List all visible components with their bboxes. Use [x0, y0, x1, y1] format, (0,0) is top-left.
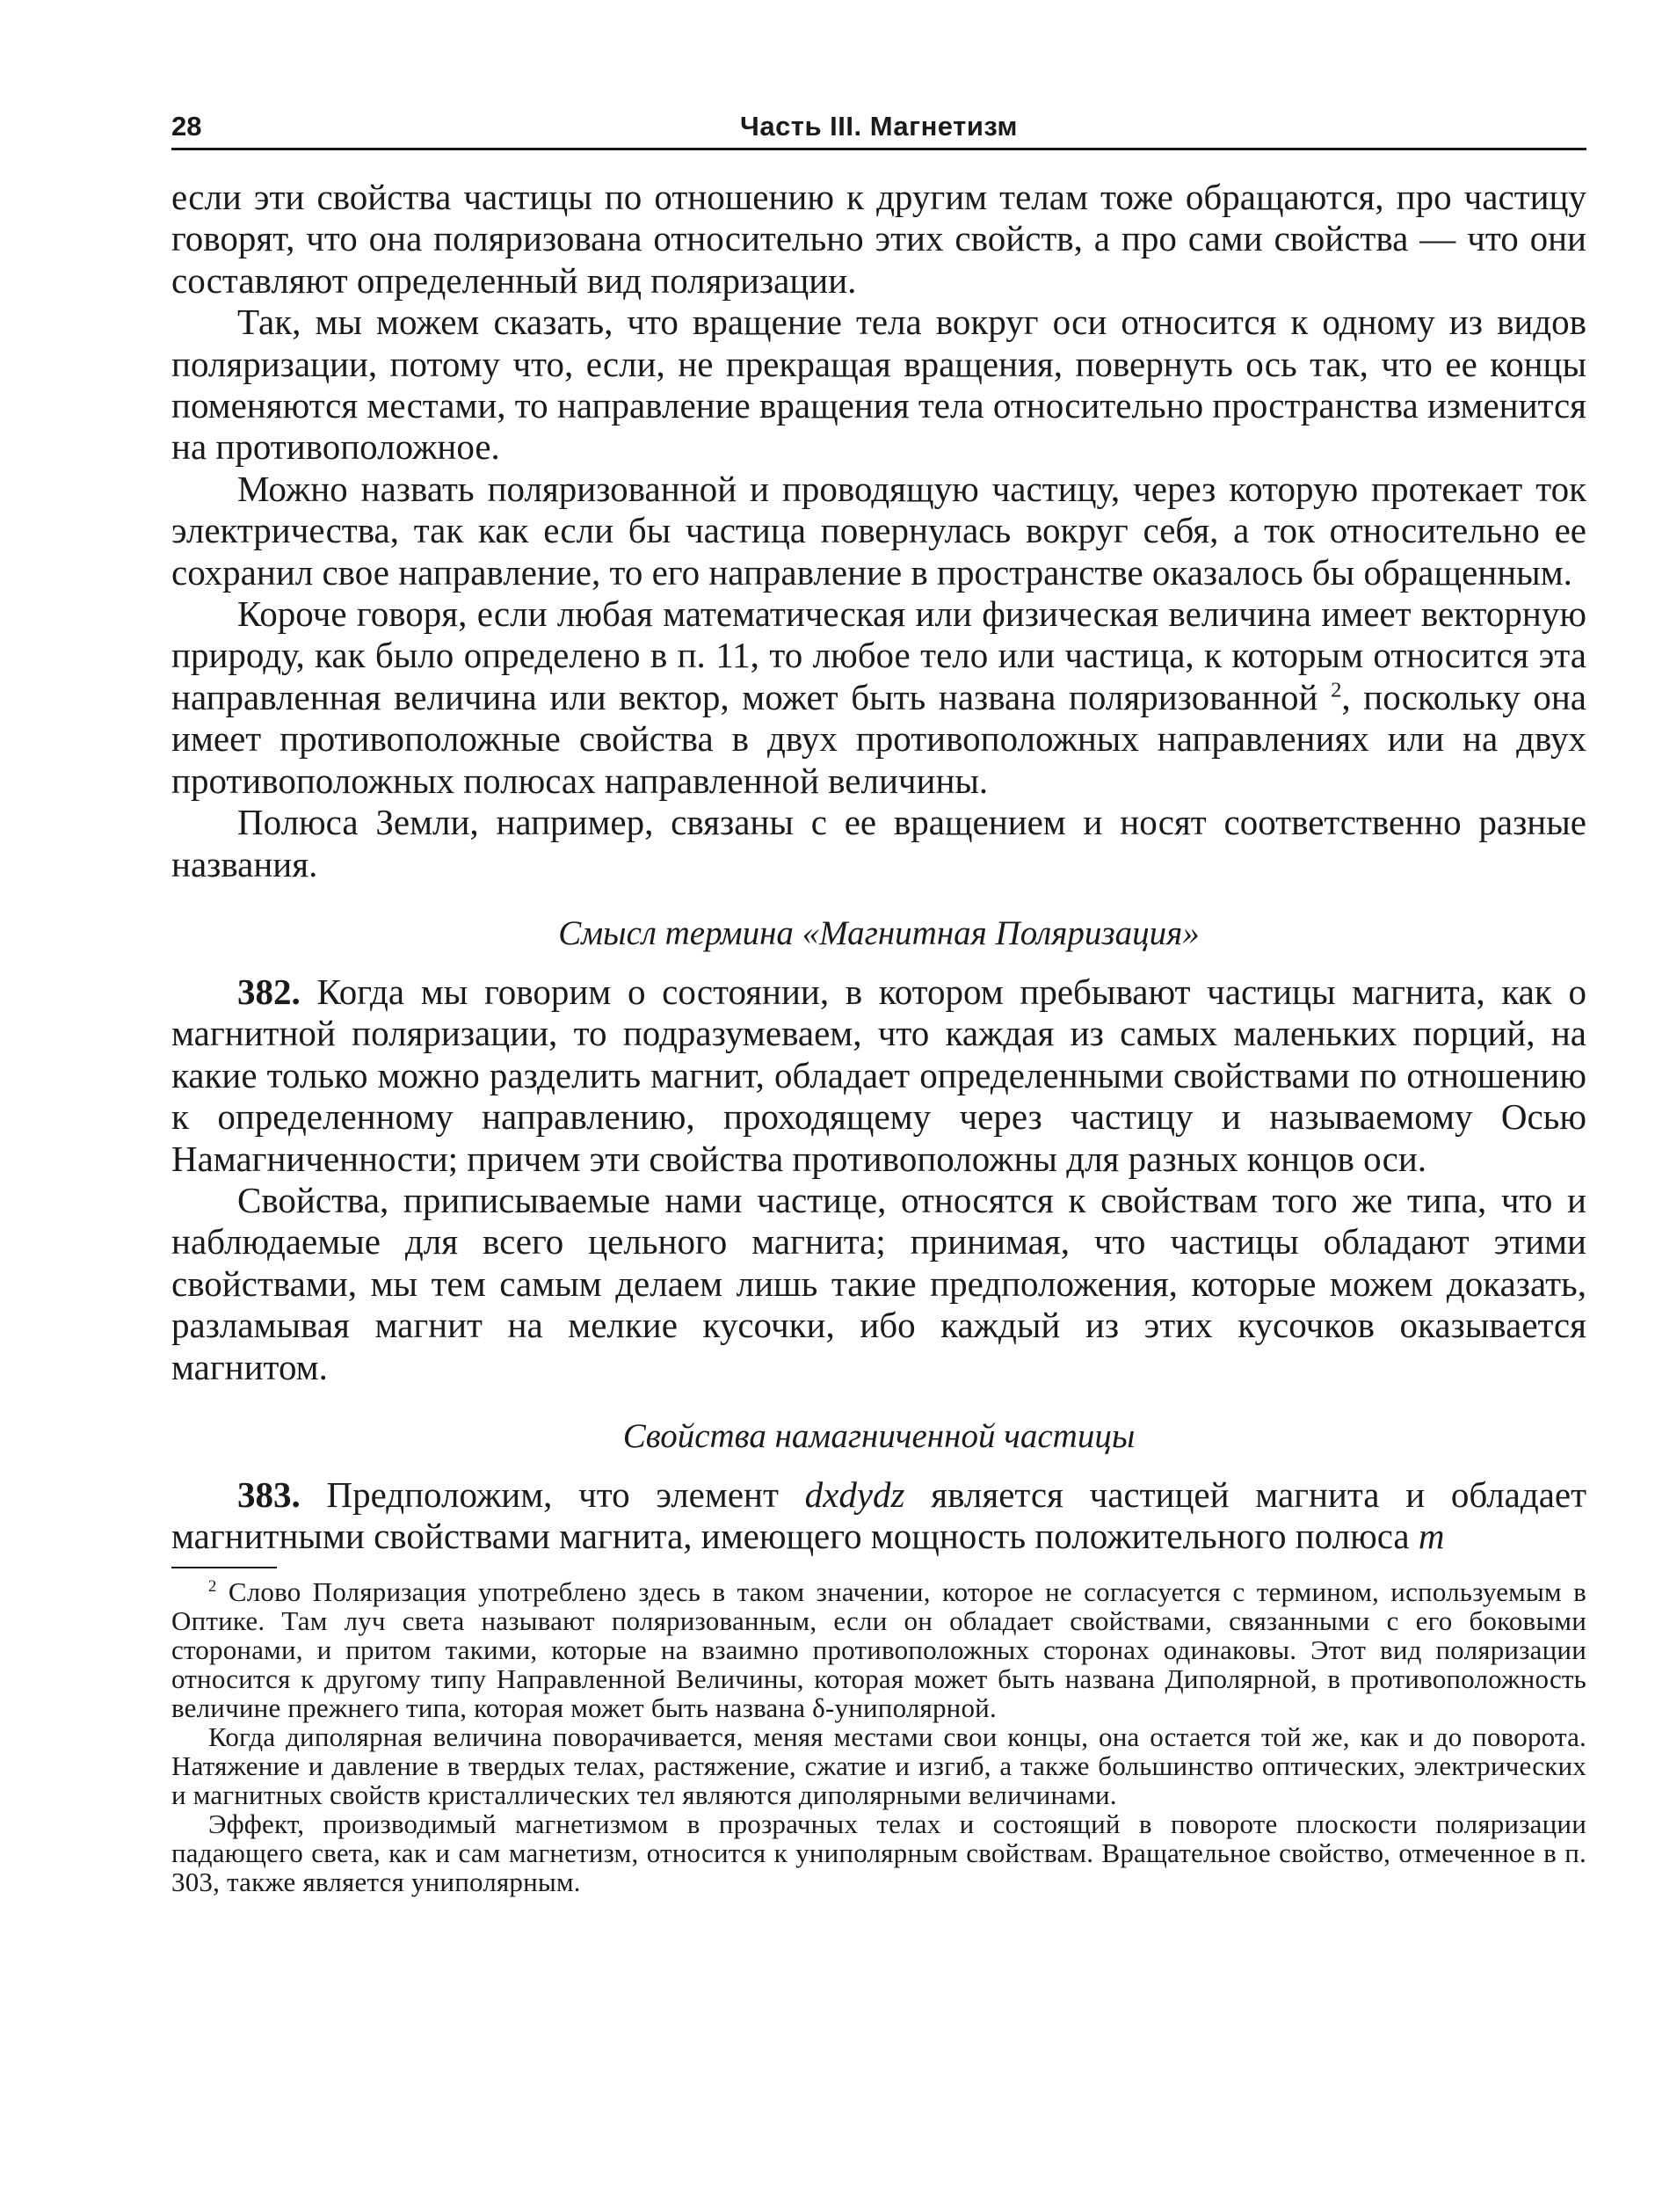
section-number-382: 382.: [237, 971, 301, 1012]
footnote-mark: 2: [208, 1576, 217, 1596]
paragraph-vector-nature: [171, 593, 1586, 802]
math-dxdydz: dxdydz: [804, 1473, 905, 1515]
paragraph-382: [171, 971, 1586, 1180]
book-page: [171, 97, 1586, 2145]
paragraph-continued: если эти свойства частицы по отношению к другим телам тоже обращаются, про частицу говорят, что она поляризована относительно этих свойств, а про сами свойства — что они составляют определенный вид поляризации.: [171, 177, 1586, 301]
section-heading-magnetic-polarization: Смысл термина «Магнитная Поляризация»: [558, 913, 1200, 952]
paragraph-382-text: Когда мы говорим о состоянии, в котором пребывают частицы магнита, как о магнитной поляризации, то подразумеваем, что каждая из самых маленьких порций, на какие только можно разделить магнит, обладает определенными свойствами по отношению к определенному направлению, проходящему через частицу и называемому Осью Намагниченности; причем эти свойства противоположны для разных концов оси.: [171, 971, 1586, 1179]
footnote-rule: [171, 1567, 277, 1568]
vector-text-b: , поскольку она имеет противоположные свойства в двух противоположных направлениях или на двух противоположных полюсах направленной величины.: [171, 676, 1586, 801]
paragraph-383: [171, 1474, 1586, 1558]
paragraph-383-text-b: является частицей магнита и обладает магнитными свойствами магнита, имеющего мощность положительного полюса: [171, 1473, 1587, 1557]
running-header: 28 Часть III. Магнетизм: [171, 97, 1586, 150]
paragraph-earth-poles: Полюса Земли, например, связаны с ее вращением и носят соответственно разные названия.: [171, 802, 1586, 884]
paragraph-383-text-a: Предположим, что элемент: [326, 1473, 779, 1515]
footnote-ref[interactable]: 2: [1331, 678, 1342, 702]
section-heading-magnetized-particle: Свойства намагниченной частицы: [622, 1416, 1136, 1455]
footnote-paragraph: [171, 1577, 1586, 1722]
paragraph-conducting-particle: Можно назвать поляризованной и проводящую частицу, через которую протекает ток электричества, так как если бы частица повернулась вокруг себя, а ток относительно ее сохранил свое направление, то его направление в пространстве оказалось бы обращенным.: [171, 468, 1586, 593]
section-number-383: 383.: [237, 1473, 301, 1515]
math-m: m: [1418, 1516, 1445, 1557]
paragraph-rotation: Так, мы можем сказать, что вращение тела вокруг оси относится к одному из видов поляризации, потому что, если, не прекращая вращения, повернуть ось так, что ее концы поменяются местами, то направление вращения тела относительно пространства изменится на противоположное.: [171, 302, 1586, 468]
vector-text-a: Короче говоря, если любая математическая или физическая величина имеет векторную природу, как было определено в п. 11, то любое тело или частица, к которым относится эта направленная величина или вектор, может быть названа поляризованной: [171, 593, 1586, 717]
footnote-paragraph-2: Когда диполярная величина поворачивается, меняя местами свои концы, она остается той же, как и до поворота. Натяжение и давление в твердых телах, растяжение, сжатие и изгиб, а также большинство оптических, электрических и магнитных свойств кристаллических тел являются диполярными величинами.: [171, 1721, 1586, 1810]
footnote-text-1: Слово Поляризация употреблено здесь в таком значении, которое не согласуется с термином, используемым в Оптике. Там луч света называют поляризованным, если он обладает свойствами, связанными с его боковыми сторонами, и притом такими, которые на взаимно противоположных сторонах одинаковы. Этот вид поляризации относится к другому типу Направленной Величины, которая может быть названа Диполярной, в противоположность величине прежнего типа, которая может быть названа δ-униполярной.: [171, 1575, 1586, 1723]
running-title: Часть III. Магнетизм: [740, 111, 1018, 142]
footnote-paragraph-3: Эффект, производимый магнетизмом в прозрачных телах и состоящий в повороте плоскости поляризации падающего света, как и сам магнетизм, относится к униполярным свойствам. Вращательное свойство, отмеченное в п. 303, также является униполярным.: [171, 1808, 1586, 1897]
paragraph-382-continued: Свойства, приписываемые нами частице, относятся к свойствам того же типа, что и наблюдаемые для всего цельного магнита; принимая, что частицы обладают этими свойствами, мы тем самым делаем лишь такие предположения, которые можем доказать, разламывая магнит на мелкие кусочки, ибо каждый из этих кусочков оказывается магнитом.: [171, 1179, 1586, 1387]
page-body: [171, 177, 1586, 1896]
